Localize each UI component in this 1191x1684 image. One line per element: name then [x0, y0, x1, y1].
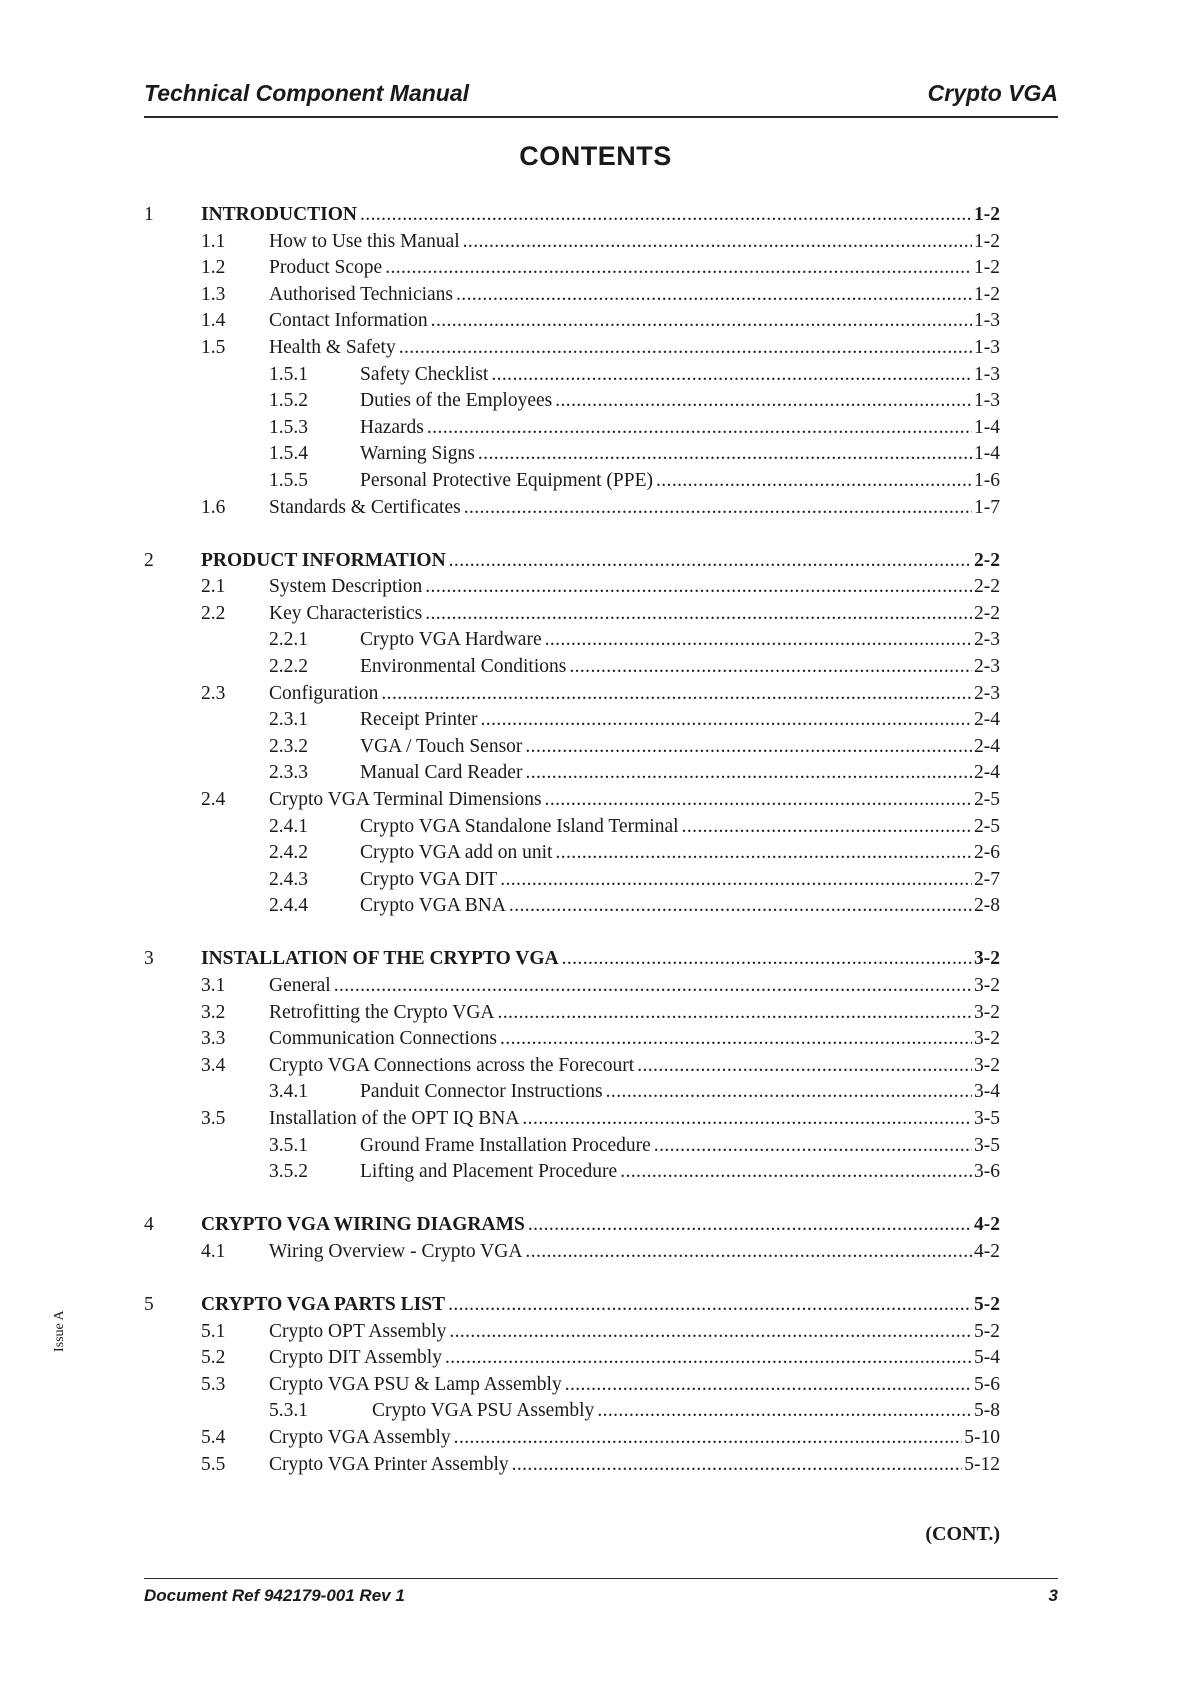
toc-entry-page: 2-2 [974, 602, 1000, 624]
toc-entry-page: 2-2 [974, 576, 1000, 598]
toc-dot-leader [565, 1372, 972, 1399]
toc-entry-page: 1-4 [974, 416, 1000, 438]
toc-entry-number: 2.4.3 [269, 868, 308, 890]
toc-dot-leader [381, 681, 972, 708]
toc-entry-title: Crypto VGA Standalone Island Terminal [360, 815, 679, 837]
toc-dot-leader [500, 1026, 972, 1053]
toc-entry-page: 3-6 [974, 1161, 1000, 1183]
toc-entry-title: VGA / Touch Sensor [360, 735, 523, 757]
toc-dot-leader [360, 202, 972, 229]
toc-entry-title: Crypto DIT Assembly [269, 1347, 442, 1369]
header-product-name: Crypto VGA [927, 80, 1058, 106]
footer-document-ref: Document Ref 942179-001 Rev 1 [144, 1586, 405, 1605]
toc-entry-number: 3.5.2 [269, 1161, 308, 1183]
toc-entry-title: Crypto VGA Printer Assembly [269, 1453, 509, 1475]
toc-entry-page: 1-2 [974, 283, 1000, 305]
toc-entry-number: 2.1 [201, 576, 226, 598]
toc-entry-number: 2.3.1 [269, 709, 308, 731]
header-manual-title: Technical Component Manual [144, 80, 470, 106]
toc-entry-page: 2-6 [974, 842, 1000, 864]
toc-entry-number: 5.1 [201, 1320, 226, 1342]
toc-entry-number: 3.5.1 [269, 1134, 308, 1156]
toc-entry-title: Ground Frame Installation Procedure [360, 1134, 651, 1156]
toc-entry[interactable] [144, 1106, 1000, 1133]
page-footer [144, 1578, 1058, 1609]
toc-dot-leader [431, 308, 972, 335]
toc-entry-title: Crypto VGA PSU Assembly [372, 1400, 595, 1422]
toc-dot-leader [385, 255, 972, 282]
toc-entry-title: Crypto VGA Terminal Dimensions [269, 788, 542, 810]
toc-entry[interactable] [144, 814, 1000, 841]
toc-entry-title: Configuration [269, 682, 379, 704]
toc-entry[interactable] [144, 734, 1000, 761]
toc-dot-leader [500, 867, 972, 894]
toc-entry-page: 2-3 [974, 629, 1000, 651]
toc-entry-title: Personal Protective Equipment (PPE) [360, 469, 653, 491]
toc-entry[interactable] [144, 1026, 1000, 1053]
toc-entry-title: Crypto VGA PSU & Lamp Assembly [269, 1373, 562, 1395]
toc-entry-title: Receipt Printer [360, 709, 478, 731]
toc-entry[interactable] [144, 362, 1000, 389]
toc-entry-number: 2.2.2 [269, 656, 308, 677]
toc-entry-title: Warning Signs [360, 443, 475, 465]
toc-dot-leader [620, 1159, 972, 1186]
toc-dot-leader [464, 495, 972, 522]
toc-entry-title: Wiring Overview - Crypto VGA [269, 1240, 523, 1262]
toc-entry-page: 5-4 [974, 1347, 1000, 1369]
toc-dot-leader [528, 1212, 972, 1239]
toc-entry-page: 2-4 [974, 762, 1000, 784]
toc-entry-page: 3-4 [974, 1081, 1000, 1103]
toc-entry-page: 2-8 [974, 895, 1000, 917]
toc-entry-title: INTRODUCTION [201, 204, 358, 225]
toc-entry-page: 2-2 [974, 549, 1000, 571]
toc-entry-page: 3-2 [974, 1001, 1000, 1023]
toc-section [144, 202, 1000, 521]
toc-entry-number: 5 [144, 1293, 154, 1315]
toc-entry[interactable] [144, 787, 1000, 814]
toc-entry-number: 1.1 [201, 230, 226, 252]
toc-entry-number: 5.4 [201, 1426, 226, 1448]
toc-entry[interactable] [144, 441, 1000, 468]
toc-entry-title: Crypto VGA add on unit [360, 842, 553, 864]
toc-section [144, 946, 1000, 1185]
toc-dot-leader [555, 388, 972, 415]
toc-entry-page: 1-7 [974, 496, 1000, 518]
toc-entry[interactable] [144, 1425, 1000, 1452]
toc-entry-number: 2.4.4 [269, 895, 308, 917]
toc-entry[interactable] [144, 308, 1000, 335]
toc-entry[interactable] [144, 601, 1000, 628]
toc-dot-leader [449, 548, 972, 575]
toc-entry-page: 5-6 [974, 1373, 1000, 1395]
toc-entry[interactable] [144, 1372, 1000, 1399]
toc-entry-number: 2.4.1 [269, 815, 308, 837]
toc-entry-page: 3-2 [974, 948, 1000, 970]
toc-entry-number: 5.3.1 [269, 1400, 308, 1422]
toc-dot-leader [656, 468, 972, 495]
toc-dot-leader [498, 1000, 973, 1027]
toc-entry-number: 2.2.1 [269, 629, 308, 651]
toc-entry[interactable] [144, 388, 1000, 415]
toc-entry[interactable] [144, 495, 1000, 522]
toc-entry[interactable] [144, 1159, 1000, 1186]
toc-section [144, 548, 1000, 920]
toc-entry-page: 1-4 [974, 443, 1000, 465]
toc-entry[interactable] [144, 255, 1000, 282]
toc-entry-page: 2-5 [974, 815, 1000, 837]
toc-dot-leader [569, 654, 972, 681]
toc-dot-leader [448, 1292, 972, 1319]
toc-entry-number: 2.3.2 [269, 735, 308, 757]
toc-entry-page: 2-5 [974, 788, 1000, 810]
toc-entry-page: 1-3 [974, 390, 1000, 412]
toc-entry-number: 1.5.4 [269, 443, 308, 465]
toc-entry-title: PRODUCT INFORMATION [201, 549, 446, 571]
toc-section-entry[interactable] [144, 1212, 1000, 1239]
toc-entry-title: Crypto VGA Connections across the Forecourt [269, 1054, 635, 1076]
toc-entry-title: Lifting and Placement Procedure [360, 1161, 618, 1183]
toc-entry-number: 5.5 [201, 1453, 226, 1475]
toc-dot-leader [522, 1106, 972, 1133]
toc-entry-number: 3 [144, 948, 154, 970]
toc-entry-number: 4.1 [201, 1240, 226, 1262]
toc-entry[interactable] [144, 867, 1000, 894]
continued-label: (CONT.) [925, 1523, 1000, 1545]
toc-entry[interactable] [144, 1452, 1000, 1479]
toc-entry-number: 2.4.2 [269, 842, 308, 864]
toc-entry-page: 3-5 [974, 1134, 1000, 1156]
toc-entry[interactable] [144, 760, 1000, 787]
toc-entry[interactable] [144, 335, 1000, 362]
toc-entry-title: System Description [269, 576, 423, 598]
toc-dot-leader [525, 1239, 972, 1266]
toc-entry[interactable] [144, 681, 1000, 708]
toc-entry-number: 5.3 [201, 1373, 226, 1395]
toc-dot-leader [449, 1319, 972, 1346]
toc-entry-page: 1-3 [974, 310, 1000, 332]
toc-entry-page: 2-7 [974, 868, 1000, 890]
toc-entry-page: 4-2 [974, 1240, 1000, 1262]
toc-entry-page: 3-5 [974, 1108, 1000, 1129]
toc-section [144, 1212, 1000, 1265]
toc-entry-page: 3-2 [974, 1054, 1000, 1076]
toc-entry-title: Health & Safety [269, 336, 396, 358]
toc-entry[interactable] [144, 840, 1000, 867]
toc-entry-number: 1.3 [201, 283, 226, 305]
toc-dot-leader [597, 1398, 972, 1425]
toc-entry-title: Duties of the Employees [360, 390, 553, 412]
toc-entry[interactable] [144, 1319, 1000, 1346]
toc-entry-title: General [269, 975, 331, 997]
toc-entry[interactable] [144, 1133, 1000, 1160]
toc-dot-leader [562, 946, 972, 973]
table-of-contents [144, 202, 1000, 1505]
toc-entry-page: 1-3 [974, 336, 1000, 358]
toc-entry[interactable] [144, 282, 1000, 309]
toc-entry-page: 1-2 [974, 230, 1000, 252]
toc-entry-number: 3.3 [201, 1028, 226, 1050]
toc-dot-leader [454, 1425, 963, 1452]
toc-entry[interactable] [144, 1345, 1000, 1372]
toc-dot-leader [525, 734, 972, 761]
toc-entry-title: Crypto VGA DIT [360, 868, 498, 890]
toc-entry-page: 4-2 [974, 1214, 1000, 1236]
toc-entry[interactable] [144, 1053, 1000, 1080]
toc-entry-title: Crypto VGA Assembly [269, 1426, 451, 1448]
toc-entry-title: Crypto VGA Hardware [360, 629, 542, 651]
toc-entry[interactable] [144, 707, 1000, 734]
toc-dot-leader [456, 282, 972, 309]
toc-dot-leader [445, 1345, 972, 1372]
toc-entry-number: 3.2 [201, 1001, 226, 1023]
toc-entry-title: CRYPTO VGA WIRING DIAGRAMS [201, 1214, 525, 1236]
toc-entry-number: 1.5 [201, 336, 226, 358]
toc-entry[interactable] [144, 1239, 1000, 1266]
toc-dot-leader [555, 840, 972, 867]
toc-entry-number: 5.2 [201, 1347, 226, 1369]
toc-entry[interactable] [144, 1398, 1000, 1425]
toc-entry[interactable] [144, 1000, 1000, 1027]
toc-entry-title: Panduit Connector Instructions [360, 1081, 603, 1103]
toc-dot-leader [682, 814, 972, 841]
toc-entry-title: Manual Card Reader [360, 762, 523, 784]
toc-entry-title: Safety Checklist [360, 363, 489, 385]
toc-entry-title: Standards & Certificates [269, 496, 461, 518]
toc-dot-leader [463, 229, 972, 256]
toc-dot-leader [606, 1079, 972, 1106]
toc-dot-leader [399, 335, 972, 362]
toc-entry-number: 4 [144, 1214, 154, 1236]
toc-dot-leader [427, 415, 972, 442]
toc-dot-leader [509, 893, 972, 920]
toc-entry[interactable] [144, 468, 1000, 495]
toc-section-entry[interactable] [144, 202, 1000, 229]
toc-entry-page: 1-6 [974, 469, 1000, 491]
toc-entry-number: 2.3.3 [269, 762, 308, 784]
toc-entry-page: 3-2 [974, 1028, 1000, 1050]
toc-entry-page: 2-3 [974, 656, 1000, 677]
footer-page-number: 3 [1048, 1586, 1058, 1605]
toc-entry-number: 2.2 [201, 602, 226, 624]
toc-entry-page: 5-10 [964, 1426, 1000, 1448]
toc-entry-number: 3.5 [201, 1108, 226, 1129]
toc-dot-leader [425, 601, 972, 628]
toc-section [144, 1292, 1000, 1478]
toc-dot-leader [491, 362, 972, 389]
toc-dot-leader [637, 1053, 972, 1080]
toc-entry-page: 5-2 [974, 1293, 1000, 1315]
toc-entry-title: Crypto VGA BNA [360, 895, 506, 917]
toc-entry-title: CRYPTO VGA PARTS LIST [201, 1293, 446, 1315]
toc-entry-page: 5-2 [974, 1320, 1000, 1342]
toc-entry-title: Key Characteristics [269, 602, 423, 624]
toc-entry-page: 5-12 [964, 1453, 1000, 1475]
toc-entry[interactable] [144, 574, 1000, 601]
toc-dot-leader [545, 627, 972, 654]
toc-entry[interactable] [144, 893, 1000, 920]
toc-entry-title: Installation of the OPT IQ BNA [269, 1108, 520, 1129]
toc-entry-title: Retrofitting the Crypto VGA [269, 1001, 495, 1023]
toc-entry-page: 3-2 [974, 975, 1000, 997]
page-header [144, 78, 1058, 118]
toc-entry-page: 5-8 [974, 1400, 1000, 1422]
toc-entry[interactable] [144, 627, 1000, 654]
toc-entry-number: 1.6 [201, 496, 226, 518]
toc-entry[interactable] [144, 229, 1000, 256]
toc-dot-leader [334, 973, 972, 1000]
toc-entry-number: 2.3 [201, 682, 226, 704]
toc-section-entry[interactable] [144, 548, 1000, 575]
toc-dot-leader [425, 574, 972, 601]
toc-entry-title: Environmental Conditions [360, 656, 567, 677]
toc-entry[interactable] [144, 1079, 1000, 1106]
toc-entry[interactable] [144, 973, 1000, 1000]
toc-dot-leader [481, 707, 972, 734]
issue-side-note: Issue A [52, 1310, 67, 1352]
toc-entry-number: 1.5.5 [269, 469, 308, 491]
toc-dot-leader [525, 760, 972, 787]
toc-entry-number: 1.5.3 [269, 416, 308, 438]
toc-section-entry[interactable] [144, 946, 1000, 973]
toc-entry-page: 1-2 [974, 257, 1000, 279]
toc-dot-leader [512, 1452, 963, 1479]
toc-entry-title: Contact Information [269, 310, 428, 332]
toc-dot-leader [545, 787, 972, 814]
toc-entry-title: Hazards [360, 416, 424, 438]
toc-entry-page: 2-3 [974, 682, 1000, 704]
toc-entry-title: INSTALLATION OF THE CRYPTO VGA [201, 948, 559, 970]
toc-entry-title: How to Use this Manual [269, 230, 460, 252]
toc-entry-number: 1.4 [201, 310, 226, 332]
toc-entry[interactable] [144, 654, 1000, 681]
toc-entry-number: 2 [144, 549, 154, 571]
toc-dot-leader [478, 441, 972, 468]
toc-entry-number: 1.2 [201, 257, 226, 279]
toc-entry-title: Crypto OPT Assembly [269, 1320, 447, 1342]
toc-entry-page: 1-3 [974, 363, 1000, 385]
toc-entry-page: 2-4 [974, 709, 1000, 731]
toc-entry-title: Authorised Technicians [269, 283, 454, 305]
page-title: CONTENTS [519, 141, 672, 171]
toc-section-entry[interactable] [144, 1292, 1000, 1319]
toc-entry-number: 3.1 [201, 975, 226, 997]
toc-dot-leader [654, 1133, 972, 1160]
toc-entry-title: Communication Connections [269, 1028, 498, 1050]
toc-entry[interactable] [144, 415, 1000, 442]
toc-entry-number: 1.5.2 [269, 390, 308, 412]
toc-entry-page: 1-2 [974, 204, 1000, 225]
toc-entry-page: 2-4 [974, 735, 1000, 757]
toc-entry-title: Product Scope [269, 257, 383, 279]
toc-entry-number: 3.4.1 [269, 1081, 308, 1103]
toc-entry-number: 2.4 [201, 788, 226, 810]
toc-entry-number: 1 [144, 204, 154, 225]
toc-entry-number: 1.5.1 [269, 363, 308, 385]
toc-entry-number: 3.4 [201, 1054, 226, 1076]
